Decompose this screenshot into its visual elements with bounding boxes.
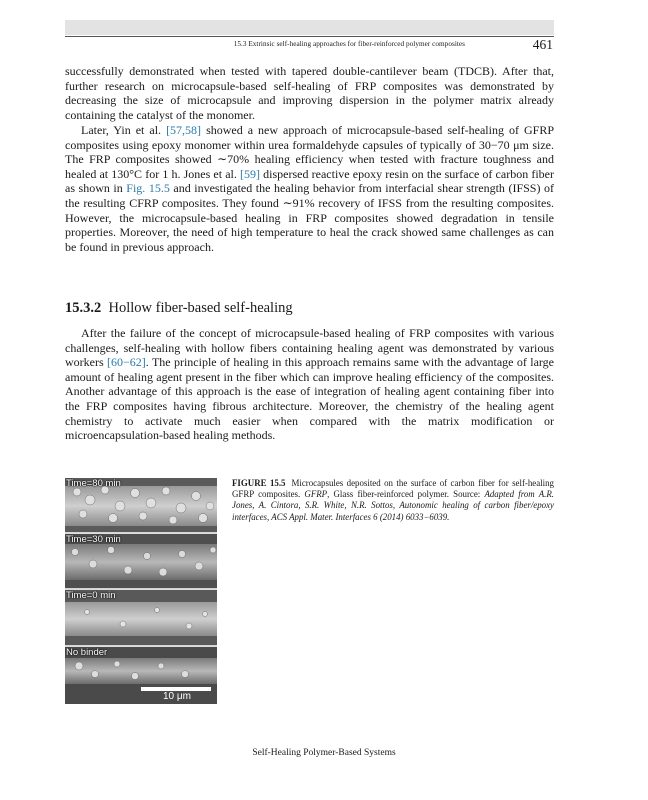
caption-abbrev-def: , Glass fiber-reinforced polymer. Source: [327,489,485,500]
page-number: 461 [532,37,553,52]
caption-abbrev: GFRP [304,489,328,500]
p2-text-1: Later, Yin et al. [81,123,167,137]
p2-text-4: and investigated the healing behavior from interfacial shear strength (IFSS) of the resulting CFRP composites. They found ∼91% recovery of IFSS from the resulting composites. However, the microcapsule-based healing in FRP composites showed degradation in tensile properties. Moreover, the need of high temperature to heal the crack showed same challenges as can be found in previous approach. [65,181,555,254]
citation-60-62[interactable]: [60−62] [107,355,146,370]
running-head: 15.3 Extrinsic self-healing approaches for fiber-reinforced polymer composites [233,40,465,48]
paragraph-hollow-fiber-text [65,326,554,443]
caption-text: Microcapsules deposited on the surface of carbon fiber for self-healing GFRP composites. [232,478,554,500]
footer-book-title: Self-Healing Polymer-Based Systems [252,748,396,758]
citation-59[interactable]: [59] [240,166,261,181]
panel-label-no-binder: No binder [66,647,108,658]
sem-panel-no-binder [65,647,217,704]
top-paragraph-text: successfully demonstrated when tested with tapered double-cantilever beam (TDCB). After that, further research on microcapsule-based self-healing of FRP composites was demonstrated by decreasing the size of microcapsule and improving dispersion in the polymer matrix already containing the catalyst of the monomer. [65,64,554,122]
paragraph-yin-jones [65,123,554,254]
figure-15-5-link[interactable]: Fig. 15.5 [126,181,170,196]
p2-text-3: dispersed reactive epoxy resin on the surface of carbon fiber as shown in [65,166,554,196]
section-number: 15.3.2 [65,300,102,316]
caption-source: Adapted from A.R. Jones, A. Cintora, S.R. White, N.R. Sottos, Autonomic healing of carbon fiber/epoxy interfaces, ACS Appl. Mater. Interfaces 6 (2014) 6033−6039. [232,489,554,522]
p3-text-1: After the failure of the concept of microcapsule-based healing of FRP composites with various challenges, self-healing with hollow fibers containing healing agent was demonstrated by various workers [65,326,554,370]
panel-label-0min: Time=0 min [66,590,116,601]
caption-label: FIGURE 15.5 [232,478,286,488]
citation-57-58[interactable]: [57,58] [166,123,202,137]
p3-text-2: . The principle of healing in this approach remains same with the advantage of large amount of healing agent present in the fiber which can improve healing efficiency of the composites. Another advantage of this approach is the ease of integration of healing agent containing fiber into the FRP composites having fibrous architecture. Moreover, the chemistry of the healing agent chemistry to activate much easier when compared with the matrix modification or microencapsulation-based healing methods. [65,355,555,443]
paragraph-yin-jones-text [65,123,554,254]
section-title: Hollow fiber-based self-healing [108,300,293,316]
sem-figure [65,478,217,704]
sem-panel-80min [65,478,217,533]
header-bar [65,20,554,35]
figure-caption [232,478,554,523]
top-paragraph [65,64,554,122]
scale-bar-label: 10 μm [163,691,191,702]
p2-text-2: showed a new approach of microcapsule-based self-healing of GFRP composites using epoxy monomer within urea formaldehyde capsules of typically of 30−70 μm size. The FRP composites showed ∼70% healing efficiency when tested with fracture toughness and healed at 130°C for 1 h. Jones et al. [65,123,554,181]
section-heading [65,300,554,317]
panel-label-30min: Time=30 min [66,534,121,545]
header-rule [65,36,554,37]
sem-panel-0min [65,590,217,646]
sem-panel-30min [65,534,217,589]
panel-label-80min: Time=80 min [66,478,121,489]
paragraph-hollow-fiber [65,326,554,443]
